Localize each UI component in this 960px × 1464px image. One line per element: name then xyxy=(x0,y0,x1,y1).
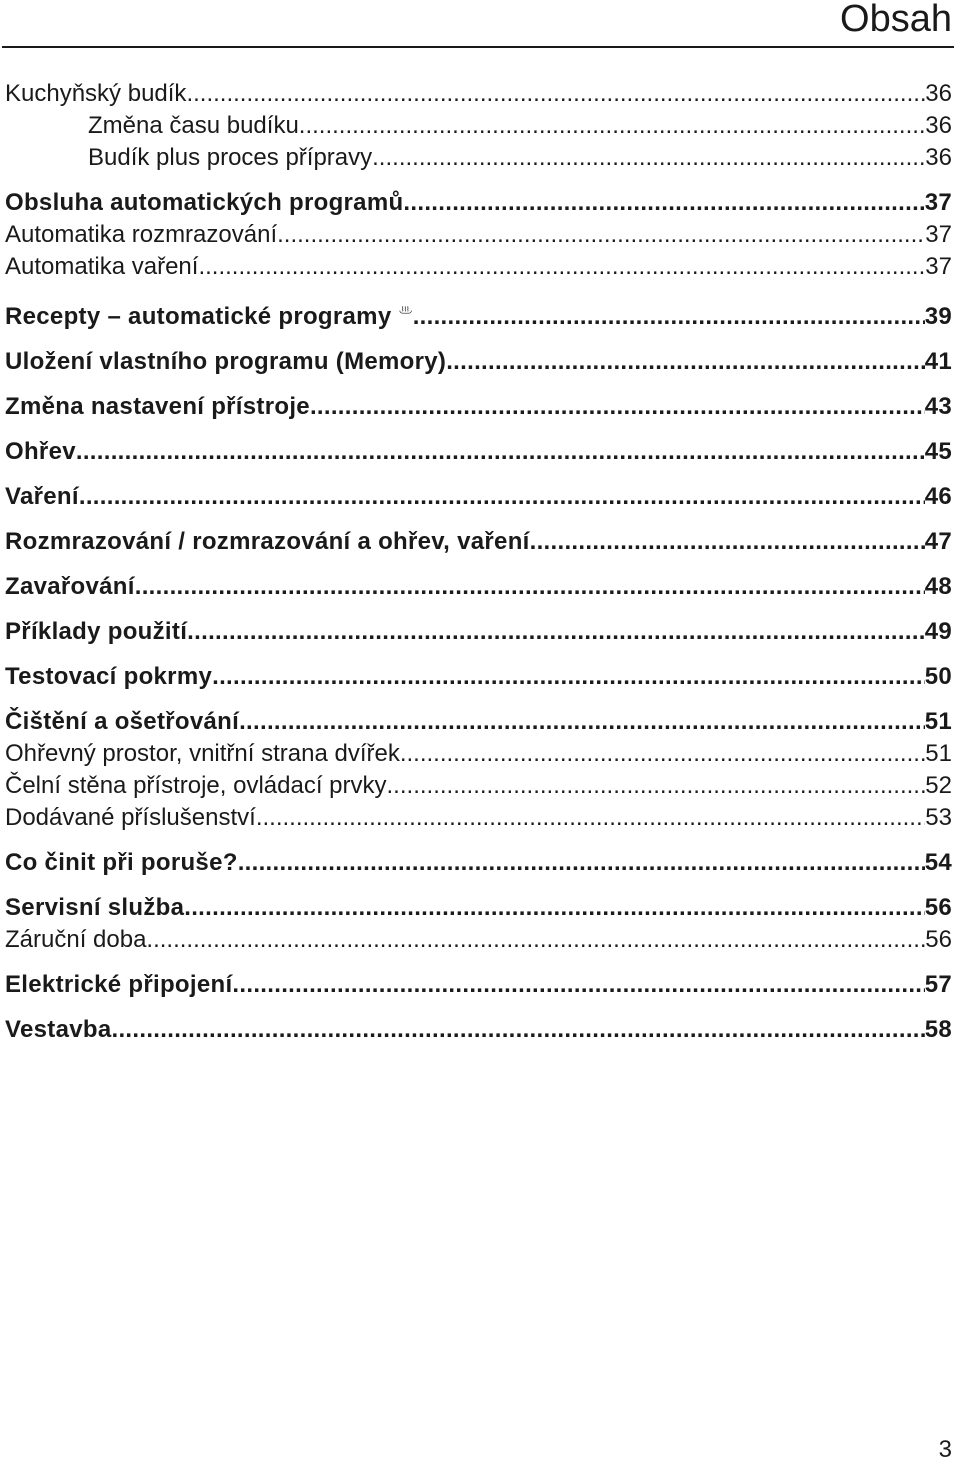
toc-entry[interactable] xyxy=(5,770,952,802)
toc-entry-page: 56 xyxy=(925,926,952,953)
steam-icon xyxy=(399,296,412,324)
dot-leader xyxy=(198,251,925,283)
toc-entry-page: 58 xyxy=(924,1016,952,1043)
toc-entry-page: 36 xyxy=(925,144,952,171)
toc-entry[interactable] xyxy=(5,892,952,924)
toc-entry[interactable] xyxy=(5,847,952,879)
toc-entry[interactable] xyxy=(5,616,952,648)
dot-leader xyxy=(111,1014,924,1046)
toc-entry-label: Vaření xyxy=(5,483,79,510)
toc-entry-label: Ohřevný prostor, vnitřní strana dvířek xyxy=(5,740,400,767)
dot-leader xyxy=(387,770,926,802)
toc-entry-label: Budík plus proces přípravy xyxy=(88,144,373,171)
dot-leader xyxy=(239,706,925,738)
toc-entry-page: 36 xyxy=(925,112,952,139)
dot-leader xyxy=(184,892,924,924)
table-of-contents xyxy=(5,78,952,1046)
dot-leader xyxy=(530,526,925,558)
toc-entry-page: 47 xyxy=(924,528,952,555)
toc-entry[interactable] xyxy=(5,802,952,834)
toc-entry-label: Zavařování xyxy=(5,573,135,600)
toc-entry-page: 54 xyxy=(924,849,952,876)
toc-entry-label: Obsluha automatických programů xyxy=(5,189,404,216)
toc-entry-label: Záruční doba xyxy=(5,926,147,953)
dot-leader xyxy=(135,571,925,603)
toc-entry[interactable] xyxy=(5,251,952,283)
dot-leader xyxy=(232,969,924,1001)
toc-entry[interactable] xyxy=(5,969,952,1001)
toc-entry-label: Čištění a ošetřování xyxy=(5,708,240,735)
toc-entry-page: 41 xyxy=(924,348,952,375)
toc-entry-page: 52 xyxy=(925,772,952,799)
toc-entry-label: Změna času budíku xyxy=(88,112,299,139)
toc-entry[interactable] xyxy=(5,110,952,142)
toc-entry-label: Příklady použití xyxy=(5,618,188,645)
dot-leader xyxy=(310,391,925,423)
toc-entry[interactable] xyxy=(5,296,952,333)
dot-leader xyxy=(146,924,925,956)
toc-entry-page: 37 xyxy=(925,221,952,248)
toc-entry-label: Recepty – automatické programy xyxy=(5,303,392,330)
toc-entry-page: 46 xyxy=(924,483,952,510)
dot-leader xyxy=(446,346,924,378)
toc-entry[interactable] xyxy=(5,481,952,513)
toc-entry[interactable] xyxy=(5,526,952,558)
toc-entry[interactable] xyxy=(5,219,952,251)
toc-entry-page: 39 xyxy=(924,303,952,330)
toc-entry[interactable] xyxy=(5,346,952,378)
dot-leader xyxy=(76,436,925,468)
toc-entry-label: Rozmrazování / rozmrazování a ohřev, vaření xyxy=(5,528,530,555)
dot-leader xyxy=(212,661,925,693)
toc-entry-page: 56 xyxy=(924,894,952,921)
dot-leader xyxy=(187,616,925,648)
toc-entry-page: 37 xyxy=(924,189,952,216)
toc-entry-label: Kuchyňský budík xyxy=(5,80,187,107)
toc-entry-label: Servisní služba xyxy=(5,894,185,921)
toc-entry[interactable] xyxy=(5,187,952,219)
page-title: Obsah xyxy=(840,0,952,40)
toc-entry-label: Elektrické připojení xyxy=(5,971,233,998)
toc-entry[interactable] xyxy=(5,78,952,110)
toc-entry-label: Čelní stěna přístroje, ovládací prvky xyxy=(5,772,387,799)
dot-leader xyxy=(238,847,925,879)
toc-entry[interactable] xyxy=(5,1014,952,1046)
toc-entry[interactable] xyxy=(5,571,952,603)
toc-entry-label: Automatika vaření xyxy=(5,253,199,280)
page-number: 3 xyxy=(938,1436,952,1463)
toc-entry-page: 51 xyxy=(924,708,952,735)
toc-entry-page: 45 xyxy=(924,438,952,465)
toc-entry-page: 53 xyxy=(925,804,952,831)
toc-entry-page: 50 xyxy=(924,663,952,690)
toc-entry-page: 36 xyxy=(925,80,952,107)
toc-entry-label: Testovací pokrmy xyxy=(5,663,213,690)
toc-entry-label: Dodávané příslušenství xyxy=(5,804,256,831)
toc-entry-label: Automatika rozmrazování xyxy=(5,221,278,248)
toc-entry[interactable] xyxy=(5,391,952,423)
toc-entry-label: Změna nastavení přístroje xyxy=(5,393,310,420)
dot-leader xyxy=(413,301,925,333)
title-divider xyxy=(2,46,954,48)
toc-entry-page: 51 xyxy=(925,740,952,767)
dot-leader xyxy=(400,738,925,770)
toc-entry[interactable] xyxy=(5,142,952,174)
toc-entry-page: 48 xyxy=(924,573,952,600)
toc-entry-page: 49 xyxy=(924,618,952,645)
toc-entry[interactable] xyxy=(5,706,952,738)
dot-leader xyxy=(79,481,925,513)
dot-leader xyxy=(277,219,925,251)
dot-leader xyxy=(256,802,925,834)
dot-leader xyxy=(403,187,924,219)
toc-entry-label: Vestavba xyxy=(5,1016,112,1043)
toc-entry-label: Uložení vlastního programu (Memory) xyxy=(5,348,447,375)
toc-entry-label: Ohřev xyxy=(5,438,76,465)
toc-entry[interactable] xyxy=(5,924,952,956)
toc-entry[interactable] xyxy=(5,661,952,693)
toc-entry-label: Co činit při poruše? xyxy=(5,849,238,876)
dot-leader xyxy=(372,142,925,174)
toc-entry-page: 43 xyxy=(924,393,952,420)
toc-entry[interactable] xyxy=(5,436,952,468)
toc-entry[interactable] xyxy=(5,738,952,770)
toc-entry-page: 57 xyxy=(924,971,952,998)
dot-leader xyxy=(186,78,925,110)
toc-entry-page: 37 xyxy=(925,253,952,280)
dot-leader xyxy=(299,110,926,142)
